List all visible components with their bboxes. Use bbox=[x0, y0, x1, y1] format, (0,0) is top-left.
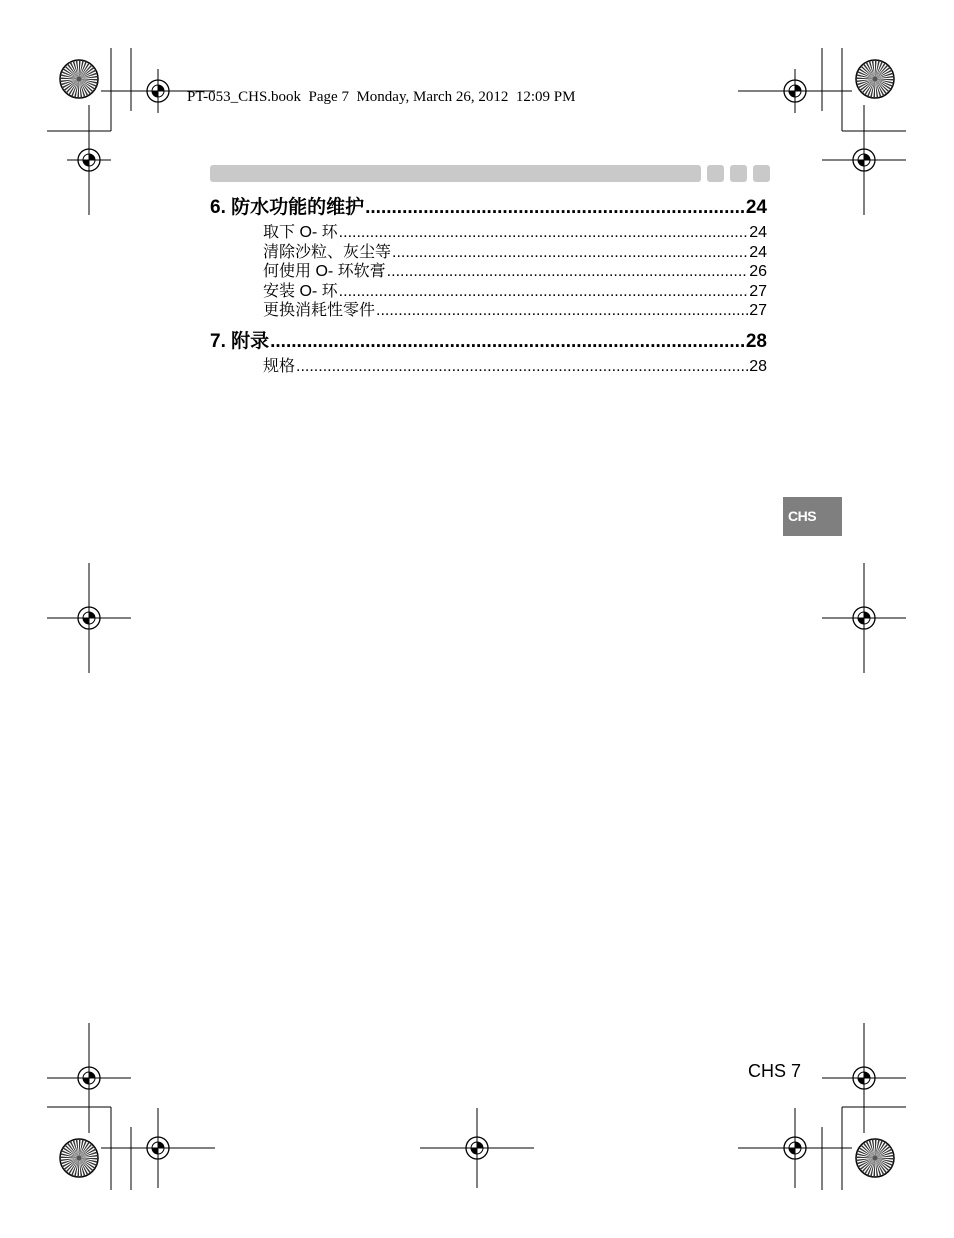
toc-section-title: 规格 bbox=[263, 357, 296, 375]
star-target-icon bbox=[856, 60, 894, 98]
registration-mark-icon bbox=[47, 1023, 131, 1133]
toc-section-title: 何使用 O- 环软膏 bbox=[263, 263, 386, 281]
toc-section[interactable] bbox=[210, 262, 767, 282]
registration-mark-icon bbox=[101, 1108, 215, 1188]
registration-mark-icon bbox=[822, 1023, 906, 1133]
toc-chapter-page: 24 bbox=[745, 197, 767, 218]
toc-leader-dots bbox=[270, 329, 745, 354]
language-tab: CHS bbox=[783, 497, 842, 536]
toc-leader-dots bbox=[392, 243, 748, 263]
toc-section-title: 清除沙粒、灰尘等 bbox=[263, 243, 392, 261]
toc-section-page: 28 bbox=[749, 357, 767, 375]
toc-section-page: 24 bbox=[749, 243, 767, 261]
page-number: CHS 7 bbox=[748, 1061, 802, 1081]
toc-section[interactable] bbox=[210, 357, 767, 377]
toc-chapter-title: 7. 附录 bbox=[210, 330, 270, 352]
toc-section[interactable] bbox=[210, 282, 767, 302]
toc-section[interactable] bbox=[210, 223, 767, 243]
toc-chapter-title: 6. 防水功能的维护 bbox=[210, 197, 365, 218]
toc-leader-dots bbox=[387, 262, 749, 282]
toc-leader-dots bbox=[296, 357, 748, 377]
registration-mark-icon bbox=[420, 1108, 534, 1188]
toc-section-title: 安装 O- 环 bbox=[263, 282, 338, 300]
star-target-icon bbox=[60, 60, 98, 98]
registration-mark-icon bbox=[738, 69, 852, 113]
header-square bbox=[753, 165, 770, 182]
toc-leader-dots bbox=[339, 223, 749, 243]
toc-section[interactable] bbox=[210, 243, 767, 263]
registration-mark-icon bbox=[822, 563, 906, 673]
registration-mark-icon bbox=[67, 105, 111, 215]
book-header: PT-053_CHS.book Page 7 Monday, March 26, 2012 12:09 PM bbox=[187, 89, 576, 105]
toc-leader-dots bbox=[339, 282, 749, 302]
table-of-contents bbox=[210, 195, 767, 377]
toc-chapter-page: 28 bbox=[745, 330, 767, 352]
registration-mark-icon bbox=[738, 1108, 852, 1188]
toc-section[interactable] bbox=[210, 301, 767, 321]
toc-leader-dots bbox=[365, 195, 745, 220]
toc-chapter-6[interactable] bbox=[210, 195, 767, 220]
header-square bbox=[707, 165, 724, 182]
toc-chapter-7[interactable] bbox=[210, 329, 767, 354]
header-square bbox=[730, 165, 747, 182]
registration-mark-icon bbox=[47, 563, 131, 673]
toc-section-page: 27 bbox=[749, 282, 767, 300]
toc-section-title: 更换消耗性零件 bbox=[263, 302, 376, 320]
star-target-icon bbox=[60, 1139, 98, 1177]
toc-section-title: 取下 O- 环 bbox=[263, 224, 338, 241]
star-target-icon bbox=[856, 1139, 894, 1177]
toc-leader-dots bbox=[376, 301, 748, 321]
registration-mark-icon bbox=[822, 105, 906, 215]
toc-section-page: 24 bbox=[749, 224, 767, 241]
toc-section-page: 27 bbox=[749, 302, 767, 320]
toc-section-page: 26 bbox=[749, 263, 767, 281]
header-bar bbox=[210, 165, 701, 182]
